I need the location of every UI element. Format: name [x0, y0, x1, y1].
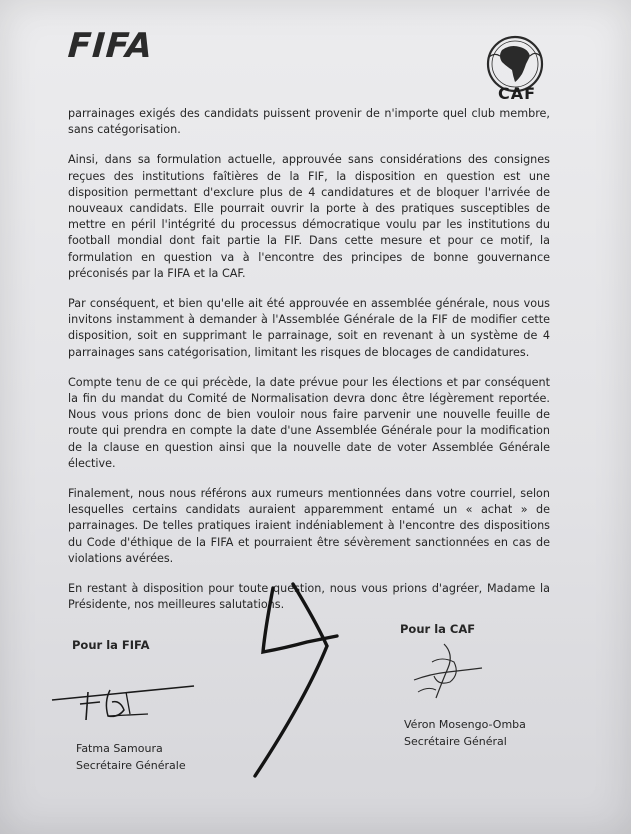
- caf-signatory: [404, 716, 526, 750]
- fifa-signatory: [76, 740, 186, 774]
- paragraph-1: parrainages exigés des candidats puissent provenir de n'importe quel club membre, sans catégorisation.: [68, 107, 550, 137]
- fifa-signatory-name: Fatma Samoura: [76, 742, 163, 755]
- paragraph-3: Par conséquent, et bien qu'elle ait été approuvée en assemblée générale, nous vous invitons instamment à demander à l'Assemblée Générale de la FIF de modifier cette disposition, soit en supprimant le parrainage, soit en revenant à un système de 4 parrainages sans catégorisation, limitant les risques de blocages de candidatures.: [68, 297, 550, 359]
- closing-paragraph: En restant à disposition pour toute question, nous vous prions d'agréer, Madame la Présidente, nos meilleures salutations.: [68, 582, 550, 612]
- caf-signatory-title: Secrétaire Général: [404, 735, 507, 748]
- fifa-signature: [48, 672, 198, 732]
- caf-signatory-name: Véron Mosengo-Omba: [404, 718, 526, 731]
- caf-signature: [408, 640, 488, 710]
- fifa-logo: FIFA: [66, 26, 155, 66]
- paragraph-5: Finalement, nous nous référons aux rumeurs mentionnées dans votre courriel, selon lesquelles certains candidats auraient apparemment entamé un « achat » de parrainages. De telles pratiques iraient indéniablement à l'encontre des dispositions du Code d'éthique de la FIFA et pourraient être sévèrement sanctionnées en cas de violations avérées.: [68, 487, 550, 565]
- paragraph-2: Ainsi, dans sa formulation actuelle, approuvée sans considérations des consignes reçues des institutions faîtières de la FIF, la disposition en question est une disposition permettant d'exclure plus de 4 candidatures et de bloquer l'arrivée de nouveaux candidats. Elle pourrait ouvrir la porte à des pratiques susceptibles de mettre en péril l'intégrité du processus démocratique voulu par les institutions du football mondial dont fait partie la FIF. Dans cette mesure et pour ce motif, la formulation en question va à l'encontre des principes de bonne gouvernance préconisés par la FIFA et la CAF.: [68, 153, 550, 280]
- caf-logo-text: CAF: [497, 84, 537, 103]
- caf-signature-label: Pour la CAF: [400, 622, 476, 636]
- letter-body: [68, 106, 550, 627]
- paragraph-4: Compte tenu de ce qui précède, la date prévue pour les élections et par conséquent la fin du mandat du Comité de Normalisation devra donc être légèrement reportée. Nous vous prions donc de bien vouloir nous faire parvenir une nouvelle feuille de route qui prendra en compte la date d'une Assemblée Générale pour la modification de la clause en question ainsi que la nouvelle date de voter Assemblée Générale élective.: [68, 375, 550, 470]
- fifa-signatory-title: Secrétaire Générale: [76, 759, 186, 772]
- handwritten-four-mark: [245, 580, 355, 780]
- fifa-signature-label: Pour la FIFA: [72, 638, 150, 652]
